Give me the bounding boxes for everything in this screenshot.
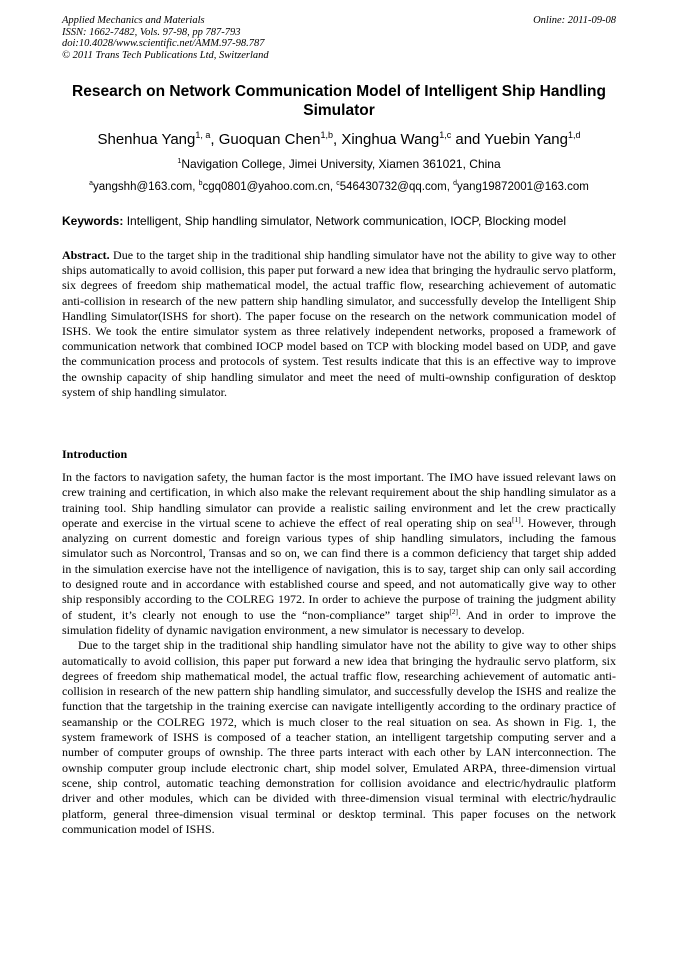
author-name: Shenhua Yang xyxy=(97,131,196,148)
journal-doi: doi:10.4028/www.scientific.net/AMM.97-98.787 xyxy=(62,38,265,49)
journal-header xyxy=(62,15,616,61)
email-separator: , xyxy=(192,181,199,193)
affiliation-text: Navigation College, Jimei University, Xiamen 361021, China xyxy=(181,157,501,171)
author-list xyxy=(62,131,616,149)
citation-mark: [2] xyxy=(449,606,459,616)
author-separator: , xyxy=(210,131,219,148)
keywords-text: Intelligent, Ship handling simulator, Network communication, IOCP, Blocking model xyxy=(123,214,567,228)
paragraph-text: In the factors to navigation safety, the human factor is the most important. The IMO have issued relevant laws on crew training and certification, in which also make the relevant requirement about the ship handling simulator as a training tool. Ship handling simulator can provide a realistic sailing environment and let the crew practically operate and exercise in the virtual scene to achieve the effect of real operating ship on sea xyxy=(62,470,616,530)
author-affil-mark: 1,c xyxy=(439,130,452,140)
abstract-paragraph xyxy=(62,248,616,400)
keywords-line xyxy=(62,214,616,229)
email-address: yangshh@163.com xyxy=(93,181,193,193)
journal-issn: ISSN: 1662-7482, Vols. 97-98, pp 787-793 xyxy=(62,26,241,38)
email-list xyxy=(62,180,616,195)
author-name: Guoquan Chen xyxy=(218,131,321,148)
keywords-label: Keywords: xyxy=(62,214,124,228)
author-separator: , xyxy=(332,131,342,148)
citation-mark: [1] xyxy=(512,514,521,524)
affiliation xyxy=(62,157,616,172)
author-affil-mark: 1,b xyxy=(320,130,333,140)
email-mark: a xyxy=(89,180,93,188)
online-date: Online: 2011-09-08 xyxy=(533,15,616,26)
abstract-text: Due to the target ship in the traditional ship handling simulator have not the ability to give way to other ships automatically to avoid collision, this paper put forward a new idea that bringing the hydraulic servo platform, six degrees of freedom ship mathematical model, the actual traffic flow, researching achievement of automatic anti-collision in research of the new pattern ship handling simulator, and successfully develop the Intelligent Ship Handling Simulator(ISHS for short). The paper focuse on the research on the network communication model of ISHS. We took the entire simulator system as three relatively independent networks, proposed a framework of communication network that combined IOCP model based on TCP with blocking model based on UDP, and gave the communication process and protocols of system. Test results indicate that this is an effective way to improve the ownship capacity of ship handling simulator and meet the need of multi-ownship configuration of desktop system of ship handling simulator. xyxy=(62,248,616,399)
email-separator: , xyxy=(446,181,454,193)
introduction-paragraph-1 xyxy=(62,470,616,638)
journal-name: Applied Mechanics and Materials xyxy=(62,15,205,26)
author-affil-mark: 1, a xyxy=(195,130,211,140)
author-separator: and xyxy=(451,131,485,148)
email-mark: b xyxy=(198,180,203,188)
author-name: Xinghua Wang xyxy=(341,131,440,148)
email-address: yang19872001@163.com xyxy=(456,181,589,193)
email-mark: d xyxy=(453,180,457,188)
journal-copyright: © 2011 Trans Tech Publications Ltd, Switzerland xyxy=(62,49,269,61)
author-affil-mark: 1,d xyxy=(568,130,581,140)
paper-title: Research on Network Communication Model of Intelligent Ship Handling Simulator xyxy=(72,83,606,119)
author-name: Yuebin Yang xyxy=(484,131,568,148)
email-separator: , xyxy=(329,181,337,193)
introduction-body xyxy=(62,470,616,837)
paragraph-text: . And in order to improve the simulation fidelity of dynamic navigation environment, a new simulator is necessary to develop. xyxy=(62,607,617,637)
paragraph-text: . However, through analyzing on current domestic and foreign various types of ship handling simulators, including the famous simulator such as Norcontrol, Transas and so on, we can find there is a common deficiency that target ship added in the simulation exercise have not the intelligence of navigation, this is to say, target ship can only sail according to designed route and in accordance with established course and speed, and not automatically give way to other ship responsibly according to the COLREG 1972. In order to achieve the purpose of training the judgment ability of student, it’s clearly not enough to use the “non-compliance” target ship xyxy=(62,515,616,622)
email-address: cgq0801@yahoo.com.cn xyxy=(202,181,330,193)
section-heading-introduction: Introduction xyxy=(62,447,128,461)
email-address: 546430732@qq.com xyxy=(339,181,447,193)
affiliation-mark: 1 xyxy=(177,156,182,165)
introduction-paragraph-2: Due to the target ship in the traditional ship handling simulator have not the ability to give way to other ships automatically to avoid collision, this paper put forward a new idea that bringing the hydraulic servo platform, six degrees of freedom ship mathematical model, the actual traffic flow, researching achievement of automatic anti-collision in research of the new pattern ship handling simulator, and successfully develop the ISHS and realize the function that the targetship in the training exercise can navigate intelligently according to the ordinary practice of seamanship or the COLREG 1972, which is much closer to the real situation on sea. As shown in Fig. 1, the system framework of ISHS is composed of a teacher station, an intelligent targetship computing server and a number of computer groups of ownship. The three parts interact with each other by LAN interconnection. The ownship computer group include electronic chart, ship model solver, Emulated ARPA, three-dimension virtual scene, ship control, automatic teaching demonstration for collision avoidance and electric/hydraulic platform driver and other modules, which can be divided with three-dimension visual terminal with electric/hydraulic platform, general three-dimension visual terminal or desktop terminal. This paper focuses on the network communication model of ISHS. xyxy=(62,638,616,836)
abstract-label: Abstract. xyxy=(62,248,110,262)
email-mark: c xyxy=(336,180,340,188)
